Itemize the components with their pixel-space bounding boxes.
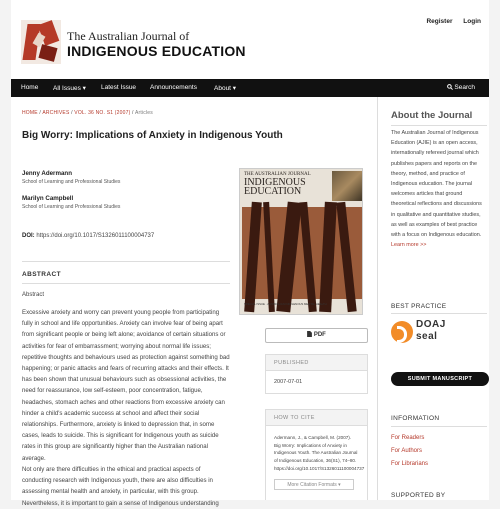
divider bbox=[391, 125, 487, 126]
published-heading: PUBLISHED bbox=[266, 355, 367, 371]
learn-more-link[interactable]: Learn more >> bbox=[391, 242, 427, 249]
doaj-badge-icon bbox=[391, 321, 413, 343]
login-link[interactable]: Login bbox=[463, 18, 481, 25]
divider bbox=[22, 261, 230, 262]
breadcrumb-issue[interactable]: VOL. 36 NO. S1 (2007) bbox=[74, 110, 131, 116]
abstract-heading: ABSTRACT bbox=[22, 271, 61, 278]
information-heading: INFORMATION bbox=[391, 415, 440, 422]
search-icon bbox=[447, 84, 453, 90]
file-icon bbox=[307, 331, 312, 337]
submit-manuscript-button[interactable]: SUBMIT MANUSCRIPT bbox=[391, 372, 489, 386]
best-practice-heading: BEST PRACTICE bbox=[391, 303, 447, 310]
page bbox=[11, 0, 489, 507]
breadcrumb-current: Articles bbox=[134, 110, 153, 116]
sidebar-about-heading: About the Journal bbox=[391, 110, 473, 121]
page-title: Big Worry: Implications of Anxiety in Indigenous Youth bbox=[22, 130, 283, 141]
user-bar bbox=[417, 18, 481, 25]
main-nav bbox=[11, 79, 489, 97]
about-text: The Australian Journal of Indigenous Education (AJIE) is an open access, internationally refereed journal which publishes papers and reports on the theory, method, and practice of Indigenous education. The journal welcomes articles that ground theoretical reflections and discussions in qualitative and quantitative studies, as well as examples of best practice with a focus on Indigenous education. bbox=[391, 130, 482, 239]
register-link[interactable]: Register bbox=[426, 18, 453, 25]
divider bbox=[391, 313, 487, 314]
cite-box bbox=[265, 409, 368, 500]
cite-heading: HOW TO CITE bbox=[266, 410, 367, 426]
issue-cover-image[interactable] bbox=[239, 168, 363, 315]
nav-search[interactable] bbox=[447, 84, 475, 91]
breadcrumb-sep: / bbox=[39, 110, 41, 116]
nav-about[interactable]: About ▾ bbox=[214, 85, 237, 92]
cover-footer: SPECIAL ISSUE · AUSTRALIAN INDIGENOUS MENTAL HEALTH bbox=[244, 302, 327, 306]
citation-text: Adermann, J., & Campbell, M. (2007). Big Worry: Implications of Anxiety in Indigenous Youth. The Australian Journal of Indigenous Education, 36(S1), 74–80. https://doi.org/10.1017/S1326011100004737 bbox=[274, 435, 365, 471]
pdf-label: PDF bbox=[313, 332, 326, 338]
author-name: Marilyn Campbell bbox=[22, 195, 74, 202]
cover-line-1: THE AUSTRALIAN JOURNAL bbox=[244, 172, 311, 177]
abstract-paragraph: Not only are there difficulties in the ethical and practical aspects of conducting research with Indigenous youth, there are also difficulties in assessing mental health and anxiety, in particular, with this group. Nevertheless, it is important to gain a sense of Indigenous understanding bbox=[22, 466, 219, 507]
breadcrumb-sep: / bbox=[132, 110, 134, 116]
pdf-download-button[interactable] bbox=[265, 328, 368, 343]
sidebar-divider bbox=[377, 97, 378, 500]
doi-label: DOI: bbox=[22, 233, 35, 239]
nav-home[interactable]: Home bbox=[21, 84, 39, 91]
divider bbox=[391, 426, 487, 427]
author-affiliation: School of Learning and Professional Studies bbox=[22, 204, 121, 210]
citation-formats-dropdown[interactable]: More Citation Formats ▾ bbox=[274, 479, 354, 490]
journal-logo[interactable] bbox=[21, 20, 61, 64]
published-date: 2007-07-01 bbox=[274, 379, 303, 385]
abstract-paragraph: Excessive anxiety and worry can prevent young people from participating fully in school and life opportunities. Anxiety can involve fear of being apart from significant people or being left alone; avoidance of certain situations or activities for fear of embarrassment; worrying about normal life issues; repetitive thoughts and behaviours used as protection against something bad happening; or panic attacks and fears of recurring attacks and their effects. It has been shown that unusual behaviours such as obsessional activities, the need for reassurance, low self-esteem, poor concentration, fatigue, headaches, stomach aches and other reactions from excessive anxiety can hinder a child's academic success at school and affect their social relationships. Furthermore, anxiety is linked to depression that, in some cases, leads to suicide. This is significant for Indigenous youth as suicide rates in this group are significantly higher than the Australian national average. bbox=[22, 309, 230, 462]
cover-line-2: INDIGENOUS bbox=[244, 177, 306, 188]
nav-latest-issue[interactable]: Latest Issue bbox=[101, 84, 137, 91]
divider bbox=[22, 283, 230, 284]
doaj-seal-text: seal bbox=[416, 331, 438, 342]
doi bbox=[22, 233, 154, 239]
breadcrumb-archives[interactable]: ARCHIVES bbox=[42, 110, 70, 116]
abstract-subheading: Abstract bbox=[22, 292, 45, 298]
doaj-text: DOAJ bbox=[416, 319, 446, 330]
author-name: Jenny Adermann bbox=[22, 170, 72, 177]
author-affiliation: School of Learning and Professional Studies bbox=[22, 179, 121, 185]
for-readers-link[interactable]: For Readers bbox=[391, 435, 425, 441]
nav-all-issues[interactable]: All Issues ▾ bbox=[53, 85, 86, 92]
published-box bbox=[265, 354, 368, 394]
cover-line-3: EDUCATION bbox=[244, 186, 302, 197]
doi-link[interactable]: https://doi.org/10.1017/S1326011100004737 bbox=[36, 233, 155, 239]
brand-line-1[interactable]: The Australian Journal of bbox=[67, 29, 190, 43]
supported-by-heading: SUPPORTED BY bbox=[391, 492, 446, 499]
doaj-seal-logo[interactable] bbox=[391, 319, 451, 345]
breadcrumb-home[interactable]: HOME bbox=[22, 110, 38, 116]
breadcrumb bbox=[22, 110, 153, 116]
sidebar-about-text bbox=[391, 128, 487, 250]
for-authors-link[interactable]: For Authors bbox=[391, 448, 423, 454]
breadcrumb-sep: / bbox=[71, 110, 73, 116]
cover-artwork bbox=[242, 207, 362, 299]
nav-announcements[interactable]: Announcements bbox=[150, 84, 197, 91]
cover-thumbnail bbox=[332, 171, 362, 201]
brand-line-2[interactable]: INDIGENOUS EDUCATION bbox=[67, 43, 246, 59]
search-label: Search bbox=[454, 84, 475, 91]
for-librarians-link[interactable]: For Librarians bbox=[391, 461, 429, 467]
